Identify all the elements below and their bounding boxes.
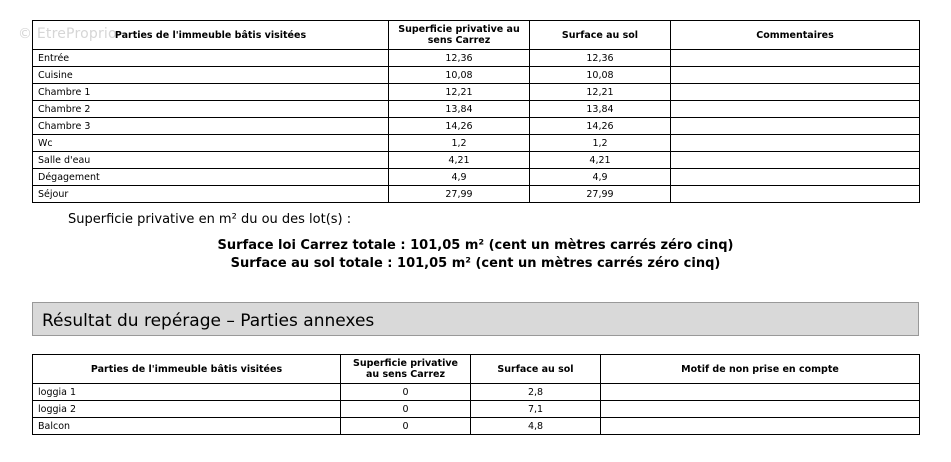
section-header-annexes xyxy=(32,302,919,336)
table-row xyxy=(33,67,920,84)
annexes-table xyxy=(32,354,920,435)
cell-room: Salle d'eau xyxy=(33,152,389,169)
cell-motif xyxy=(601,401,920,418)
cell-carrez: 14,26 xyxy=(389,118,530,135)
cell-sol: 12,36 xyxy=(530,50,671,67)
cell-comment xyxy=(671,152,920,169)
cell-comment xyxy=(671,84,920,101)
cell-sol: 1,2 xyxy=(530,135,671,152)
cell-motif xyxy=(601,384,920,401)
col-header-motif: Motif de non prise en compte xyxy=(601,355,920,384)
table-header-row xyxy=(33,355,920,384)
table-header-row xyxy=(33,21,920,50)
superficie-label: Superficie privative en m² du ou des lot(s) : xyxy=(68,212,352,227)
section-title: Résultat du repérage – Parties annexes xyxy=(42,311,375,331)
cell-room: Chambre 2 xyxy=(33,101,389,118)
cell-room: Chambre 3 xyxy=(33,118,389,135)
cell-room: loggia 2 xyxy=(33,401,341,418)
col-header-sol: Surface au sol xyxy=(471,355,601,384)
cell-room: Séjour xyxy=(33,186,389,203)
total-sol: Surface au sol totale : 101,05 m² (cent un mètres carrés zéro cinq) xyxy=(230,256,721,271)
cell-room: loggia 1 xyxy=(33,384,341,401)
cell-sol: 13,84 xyxy=(530,101,671,118)
table-row xyxy=(33,50,920,67)
rooms-table xyxy=(32,20,920,203)
cell-carrez: 12,36 xyxy=(389,50,530,67)
table-row xyxy=(33,418,920,435)
cell-room: Balcon xyxy=(33,418,341,435)
table-row xyxy=(33,101,920,118)
table-row xyxy=(33,152,920,169)
cell-sol: 12,21 xyxy=(530,84,671,101)
table-row xyxy=(33,135,920,152)
table-row xyxy=(33,384,920,401)
cell-sol: 27,99 xyxy=(530,186,671,203)
cell-carrez: 0 xyxy=(341,384,471,401)
total-carrez: Surface loi Carrez totale : 101,05 m² (cent un mètres carrés zéro cinq) xyxy=(217,238,734,253)
cell-room: Dégagement xyxy=(33,169,389,186)
col-header-parties: Parties de l'immeuble bâtis visitées xyxy=(33,21,389,50)
cell-room: Cuisine xyxy=(33,67,389,84)
cell-comment xyxy=(671,186,920,203)
cell-carrez: 10,08 xyxy=(389,67,530,84)
cell-sol: 4,21 xyxy=(530,152,671,169)
watermark: © EtreProprio xyxy=(18,26,117,42)
cell-carrez: 12,21 xyxy=(389,84,530,101)
cell-room: Wc xyxy=(33,135,389,152)
table-row xyxy=(33,84,920,101)
cell-carrez: 1,2 xyxy=(389,135,530,152)
cell-carrez: 4,21 xyxy=(389,152,530,169)
table-row xyxy=(33,186,920,203)
col-header-commentaires: Commentaires xyxy=(671,21,920,50)
table-row xyxy=(33,401,920,418)
table-row xyxy=(33,169,920,186)
cell-carrez: 4,9 xyxy=(389,169,530,186)
cell-sol: 10,08 xyxy=(530,67,671,84)
col-header-sol: Surface au sol xyxy=(530,21,671,50)
cell-motif xyxy=(601,418,920,435)
cell-carrez: 0 xyxy=(341,401,471,418)
cell-sol: 4,9 xyxy=(530,169,671,186)
cell-comment xyxy=(671,169,920,186)
cell-room: Entrée xyxy=(33,50,389,67)
table-row xyxy=(33,118,920,135)
col-header-carrez: Superficie privative au sens Carrez xyxy=(341,355,471,384)
col-header-parties: Parties de l'immeuble bâtis visitées xyxy=(33,355,341,384)
cell-room: Chambre 1 xyxy=(33,84,389,101)
col-header-carrez: Superficie privative au sens Carrez xyxy=(389,21,530,50)
cell-comment xyxy=(671,50,920,67)
cell-sol: 2,8 xyxy=(471,384,601,401)
cell-comment xyxy=(671,67,920,84)
cell-sol: 14,26 xyxy=(530,118,671,135)
cell-sol: 4,8 xyxy=(471,418,601,435)
cell-comment xyxy=(671,101,920,118)
cell-carrez: 27,99 xyxy=(389,186,530,203)
cell-carrez: 13,84 xyxy=(389,101,530,118)
cell-comment xyxy=(671,135,920,152)
cell-sol: 7,1 xyxy=(471,401,601,418)
cell-carrez: 0 xyxy=(341,418,471,435)
cell-comment xyxy=(671,118,920,135)
